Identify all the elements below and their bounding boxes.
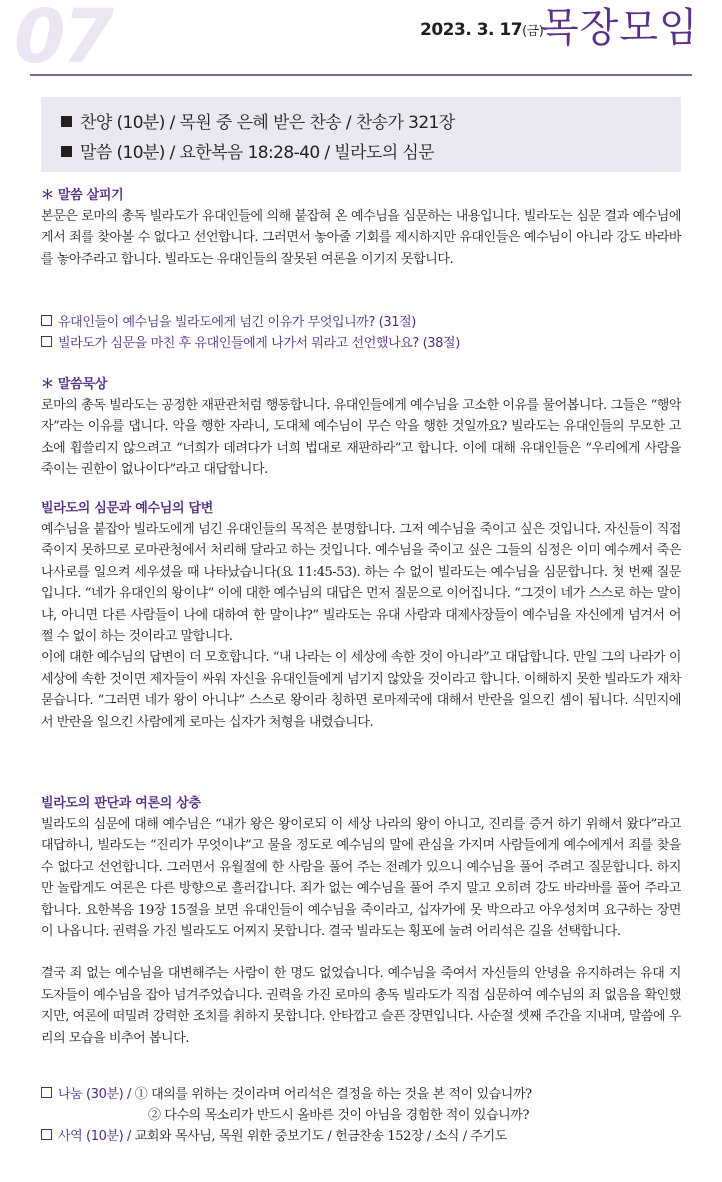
sharing-line: [41, 1105, 701, 1126]
sharing-question: ① 대의를 위하는 것이라며 어리석은 결정을 하는 것을 본 적이 있습니까?: [134, 1087, 532, 1102]
question-text: 빌라도가 심문을 마친 후 유대인들에게 나가서 뭐라고 선언했나요? (38절): [58, 336, 460, 351]
question-list: [41, 312, 681, 354]
hymn-line: [61, 108, 455, 133]
hymn-text: 찬양 (10분) / 목원 중 은혜 받은 찬송 / 찬송가 321장: [80, 113, 455, 133]
service-text: 교회와 목사님, 목원 위한 중보기도 / 헌금찬송 152장 / 소식 / 주기도: [134, 1129, 507, 1144]
sharing-section: [41, 1084, 701, 1147]
service-label: 사역 (10분) /: [58, 1129, 132, 1144]
section-heading: ＊ 말씀묵상: [41, 377, 107, 392]
section-heading: 빌라도의 판단과 여론의 상충: [41, 796, 201, 811]
section-heading: ＊ 말씀 살피기: [41, 188, 124, 203]
section-word-review: [41, 186, 681, 270]
section-paragraph: 로마의 총독 빌라도는 공정한 재판관처럼 행동합니다. 유대인들에게 예수님을 고소한 이유를 물어봅니다. 그들은 “행악자”라는 이유를 댑니다. 악을 행한 자라니, 도대체 예수님이 무슨 악을 행한 것일까요? 빌라도는 유대인들의 무모한 고소에 휩쓸리지 않으려고 “너희가 데려다가 너희 법대로 재판하라”고 합니다. 이에 대해 유대인들은 “우리에게 사람을 죽이는 권한이 없나이다”라고 대답합니다.: [41, 398, 681, 478]
square-bullet-icon: [61, 116, 72, 127]
section-paragraph: 빌라도의 심문에 대해 예수님은 “내가 왕은 왕이로되 이 세상 나라의 왕이 아니고, 진리를 증거 하기 위해서 왔다”라고 대답하니, 빌라도는 “진리가 무엇이냐”고 물을 정도로 예수님의 말에 관심을 가지며 사람들에게 예수에게서 죄를 찾을 수 없다고 선언합니다. 그러면서 유월절에 한 사람을 풀어 주는 전례가 있으니 예수님을 풀어 주려고 질문합니다. 하지만 놀랍게도 여론은 다른 방향으로 흘러갑니다. 죄가 없는 예수님을 풀어 주지 말고 오히려 강도 바라바를 풀어 주라고 합니다. 요한복음 19장 15절을 보면 유대인들이 예수님을 죽이라고, 십자가에 못 박으라고 아우성치며 요구하는 장면이 나옵니다. 권력을 가진 빌라도도 어찌지 못합니다. 결국 빌라도는 횡포에 눌려 어리석은 길을 선택합니다.: [41, 817, 681, 940]
day-of-week: (금): [522, 24, 544, 39]
meeting-date: [420, 20, 543, 40]
checkbox-icon: [41, 315, 52, 326]
section-paragraph: 결국 죄 없는 예수님을 대변해주는 사람이 한 명도 없었습니다. 예수님을 죽여서 자신들의 안녕을 유지하려는 유대 지도자들이 예수님을 잡아 넘겨주었습니다. 권력을 가진 로마의 총독 빌라도가 직접 심문하여 예수님의 죄 없음을 확인했지만, 여론에 떠밀려 강력한 조치를 취하지 못합니다. 안타깝고 슬픈 장면입니다. 사순절 셋째 주간을 지내며, 말씀에 우리의 모습을 비추어 봅니다.: [41, 966, 681, 1046]
checkbox-icon: [41, 336, 52, 347]
header-divider: [30, 74, 692, 76]
section-trial-answer: [41, 499, 681, 733]
question-item: [41, 333, 681, 354]
date-text: 2023. 3. 17: [420, 20, 523, 40]
page-title: 목장모임: [540, 5, 699, 51]
page-number: 07: [14, 0, 111, 80]
section-paragraph: 이에 대한 예수님의 답변이 더 모호합니다. “내 나라는 이 세상에 속한 것이 아니라”고 대답합니다. 만일 그의 나라가 이 세상에 속한 것이면 제자들이 싸워 자신을 유대인들에게 넘기지 않았을 것이라고 합니다. 이해하지 못한 빌라도가 재차 묻습니다. “그러면 네가 왕이 아니냐” 스스로 왕이라 칭하면 로마제국에 대해서 반란을 일으킨 셈이 됩니다. 식민지에서 반란을 일으킨 사람에게 로마는 십자가 처형을 내렸습니다.: [41, 650, 681, 730]
sharing-label: 나눔 (30분) /: [58, 1087, 132, 1102]
question-item: [41, 312, 681, 333]
sharing-line: [41, 1084, 701, 1105]
section-paragraph: 예수님을 붙잡아 빌라도에게 넘긴 유대인들의 목적은 분명합니다. 그저 예수님을 죽이고 싶은 것입니다. 자신들이 직접 죽이지 못하므로 로마관청에서 처리해 달라고 하는 것입니다. 예수님을 죽이고 싶은 그들의 심정은 이미 예수께서 죽은 나사로를 일으켜 세우셨을 때 나타났습니다(요 11:45-53). 하는 수 없이 빌라도는 예수님을 심문합니다. 첫 번째 질문입니다. “네가 유대인의 왕이냐” 이에 대한 예수님의 대답은 먼저 질문으로 이어집니다. “그것이 네가 스스로 하는 말이냐, 아니면 다른 사람들이 나에 대하여 한 말이냐?” 빌라도는 유대 사람과 대제사장들이 예수님을 자신에게 넘겨서 어쩔 수 없이 하는 것이라고 말합니다.: [41, 522, 681, 645]
word-text: 말씀 (10분) / 요한복음 18:28-40 / 빌라도의 심문: [80, 143, 435, 163]
square-bullet-icon: [61, 146, 72, 157]
question-text: 유대인들이 예수님을 빌라도에게 넘긴 이유가 무엇입니까? (31절): [58, 315, 416, 330]
section-paragraph: 본문은 로마의 총독 빌라도가 유대인들에 의해 붙잡혀 온 예수님을 심문하는 내용입니다. 빌라도는 심문 결과 예수님에게서 죄를 찾아볼 수 없다고 선언합니다. 그러면서 놓아줄 기회를 제시하지만 유대인들은 예수님이 아니라 강도 바라바를 놓아주라고 합니다. 빌라도는 유대인들의 잘못된 여론을 이기지 못합니다.: [41, 209, 681, 267]
section-heading: 빌라도의 심문과 예수님의 답변: [41, 501, 214, 516]
order-info-box: [41, 97, 681, 172]
word-line: [61, 138, 434, 163]
checkbox-icon: [41, 1087, 52, 1098]
sharing-question: ② 다수의 목소리가 반드시 올바른 것이 아님을 경험한 적이 있습니까?: [148, 1108, 530, 1123]
service-line: [41, 1126, 701, 1147]
section-judgment-opinion: [41, 794, 681, 1049]
checkbox-icon: [41, 1129, 52, 1140]
section-meditation: [41, 375, 681, 481]
